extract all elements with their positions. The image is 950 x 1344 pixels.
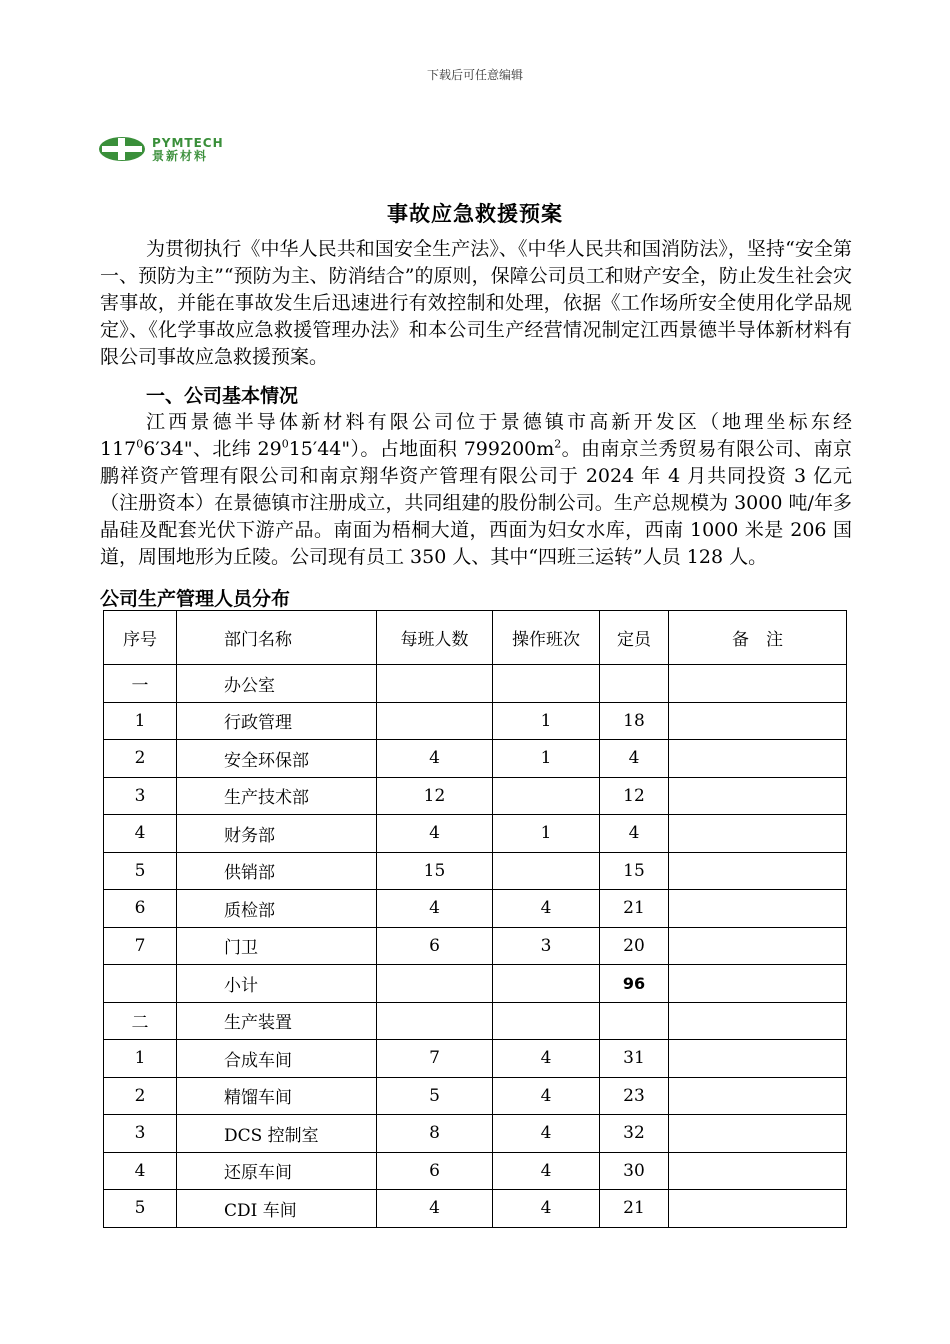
cell-index: 1 — [104, 1040, 177, 1078]
cell-remarks — [669, 702, 847, 740]
cell-department: DCS 控制室 — [177, 1115, 377, 1153]
cell-shifts: 1 — [493, 702, 600, 740]
cell-department: 行政管理 — [177, 702, 377, 740]
section1-text-c: 15′44"）。占地面积 799200m — [288, 438, 555, 460]
cell-shifts: 4 — [493, 1115, 600, 1153]
cell-department: 生产装置 — [177, 1002, 377, 1040]
logo-subtext: 景新材料 — [152, 149, 209, 163]
cell-per-shift: 4 — [377, 1190, 493, 1228]
cell-per-shift — [377, 665, 493, 703]
logo-text: PYMTECH — [152, 136, 224, 150]
cell-per-shift: 8 — [377, 1115, 493, 1153]
cell-per-shift: 6 — [377, 1152, 493, 1190]
cell-remarks — [669, 1040, 847, 1078]
cell-per-shift: 5 — [377, 1077, 493, 1115]
cell-remarks — [669, 815, 847, 853]
staff-table — [103, 610, 847, 1228]
degree-sup-b: 0 — [281, 437, 289, 451]
cell-per-shift — [377, 965, 493, 1003]
cell-shifts: 4 — [493, 1190, 600, 1228]
cell-per-shift: 4 — [377, 815, 493, 853]
cell-shifts: 1 — [493, 815, 600, 853]
cell-remarks — [669, 1152, 847, 1190]
cell-department: 还原车间 — [177, 1152, 377, 1190]
table-row — [104, 927, 847, 965]
cell-department: 小计 — [177, 965, 377, 1003]
cell-shifts: 4 — [493, 1040, 600, 1078]
cell-department: CDI 车间 — [177, 1190, 377, 1228]
cell-remarks — [669, 1190, 847, 1228]
area-sup: 2 — [554, 437, 562, 451]
cell-quota: 15 — [600, 852, 669, 890]
header-shifts: 操作班次 — [493, 611, 600, 665]
section1-paragraph — [100, 409, 852, 571]
header-quota: 定员 — [600, 611, 669, 665]
cell-department: 安全环保部 — [177, 740, 377, 778]
cell-index: 5 — [104, 852, 177, 890]
cell-per-shift: 7 — [377, 1040, 493, 1078]
header-department: 部门名称 — [177, 611, 377, 665]
cell-remarks — [669, 665, 847, 703]
table-row — [104, 702, 847, 740]
cell-subtotal: 96 — [600, 965, 669, 1003]
cell-index: 4 — [104, 815, 177, 853]
cell-shifts — [493, 1002, 600, 1040]
cell-department: 供销部 — [177, 852, 377, 890]
table-row — [104, 1077, 847, 1115]
cell-quota: 21 — [600, 890, 669, 928]
cell-per-shift: 12 — [377, 777, 493, 815]
table-row — [104, 852, 847, 890]
cell-index — [104, 965, 177, 1003]
cell-shifts — [493, 852, 600, 890]
cell-department: 办公室 — [177, 665, 377, 703]
cell-remarks — [669, 1002, 847, 1040]
cell-index: 3 — [104, 1115, 177, 1153]
cell-remarks — [669, 965, 847, 1003]
table-heading: 公司生产管理人员分布 — [100, 588, 291, 610]
cell-quota — [600, 665, 669, 703]
section1-text-a: 江西景德半导体新材料有限公司位于景德镇市高新开发区（地理坐标东经 117 — [100, 411, 852, 460]
cell-quota: 18 — [600, 702, 669, 740]
cell-remarks — [669, 852, 847, 890]
cell-index: 3 — [104, 777, 177, 815]
cell-quota: 23 — [600, 1077, 669, 1115]
cell-remarks — [669, 1077, 847, 1115]
table-row — [104, 1040, 847, 1078]
cell-per-shift: 15 — [377, 852, 493, 890]
header-remarks: 备 注 — [669, 611, 847, 665]
header-note: 下载后可任意编辑 — [426, 68, 523, 82]
section1-heading: 一、公司基本情况 — [146, 385, 299, 407]
header-index: 序号 — [104, 611, 177, 665]
cell-index: 6 — [104, 890, 177, 928]
table-row — [104, 1152, 847, 1190]
cell-shifts — [493, 965, 600, 1003]
cell-quota: 12 — [600, 777, 669, 815]
cell-index: 1 — [104, 702, 177, 740]
cell-per-shift: 4 — [377, 740, 493, 778]
cell-department: 财务部 — [177, 815, 377, 853]
table-row — [104, 1002, 847, 1040]
table-row — [104, 665, 847, 703]
cell-shifts: 4 — [493, 1152, 600, 1190]
cell-index: 5 — [104, 1190, 177, 1228]
company-logo — [98, 135, 278, 163]
cell-shifts — [493, 665, 600, 703]
cell-quota: 21 — [600, 1190, 669, 1228]
section1-text-b: 6′34"、北纬 29 — [143, 438, 282, 460]
cell-index: 二 — [104, 1002, 177, 1040]
table-row — [104, 740, 847, 778]
table-row — [104, 1115, 847, 1153]
cell-shifts: 4 — [493, 890, 600, 928]
header-per-shift: 每班人数 — [377, 611, 493, 665]
table-header-row — [104, 611, 847, 665]
cell-quota: 20 — [600, 927, 669, 965]
cell-remarks — [669, 927, 847, 965]
table-row — [104, 777, 847, 815]
cell-quota: 30 — [600, 1152, 669, 1190]
subtotal-row — [104, 965, 847, 1003]
cell-department: 门卫 — [177, 927, 377, 965]
degree-sup-a: 0 — [136, 437, 144, 451]
cell-index: 一 — [104, 665, 177, 703]
cell-remarks — [669, 777, 847, 815]
cell-per-shift: 6 — [377, 927, 493, 965]
cell-per-shift — [377, 702, 493, 740]
cell-index: 4 — [104, 1152, 177, 1190]
cell-shifts: 3 — [493, 927, 600, 965]
cell-quota — [600, 1002, 669, 1040]
table-row — [104, 1190, 847, 1228]
cell-index: 7 — [104, 927, 177, 965]
cell-index: 2 — [104, 740, 177, 778]
section1-text-d: 。由南京兰秀贸易有限公司、南京鹏祥资产管理有限公司和南京翔华资产管理有限公司于 2024 年 4 月共同投资 3 亿元（注册资本）在景德镇市注册成立，共同组建的股份制公司。生产总规模为 3000 吨/年多晶硅及配套光伏下游产品。南面为梧桐大道，西面为妇女水库，西南 1000 米是 206 国道，周围地形为丘陵。公司现有员工 350 人、其中“四班三运转”人员 128 人。 — [100, 438, 852, 568]
cell-quota: 31 — [600, 1040, 669, 1078]
cell-shifts — [493, 777, 600, 815]
cell-shifts: 4 — [493, 1077, 600, 1115]
cell-per-shift: 4 — [377, 890, 493, 928]
cell-quota: 4 — [600, 740, 669, 778]
cell-remarks — [669, 740, 847, 778]
cell-per-shift — [377, 1002, 493, 1040]
cell-shifts: 1 — [493, 740, 600, 778]
cell-remarks — [669, 1115, 847, 1153]
cell-department: 精馏车间 — [177, 1077, 377, 1115]
cell-index: 2 — [104, 1077, 177, 1115]
table-row — [104, 890, 847, 928]
cell-department: 合成车间 — [177, 1040, 377, 1078]
cell-remarks — [669, 890, 847, 928]
cell-quota: 32 — [600, 1115, 669, 1153]
table-row — [104, 815, 847, 853]
intro-paragraph: 为贯彻执行《中华人民共和国安全生产法》、《中华人民共和国消防法》，坚持“安全第一、预防为主”“预防为主、防消结合”的原则，保障公司员工和财产安全，防止发生社会灾害事故，并能在事故发生后迅速进行有效控制和处理，依据《工作场所安全使用化学品规定》、《化学事故应急救援管理办法》和本公司生产经营情况制定江西景德半导体新材料有限公司事故应急救援预案。 — [100, 238, 852, 368]
document-title: 事故应急救援预案 — [387, 201, 563, 226]
cell-quota: 4 — [600, 815, 669, 853]
cell-department: 生产技术部 — [177, 777, 377, 815]
cell-department: 质检部 — [177, 890, 377, 928]
